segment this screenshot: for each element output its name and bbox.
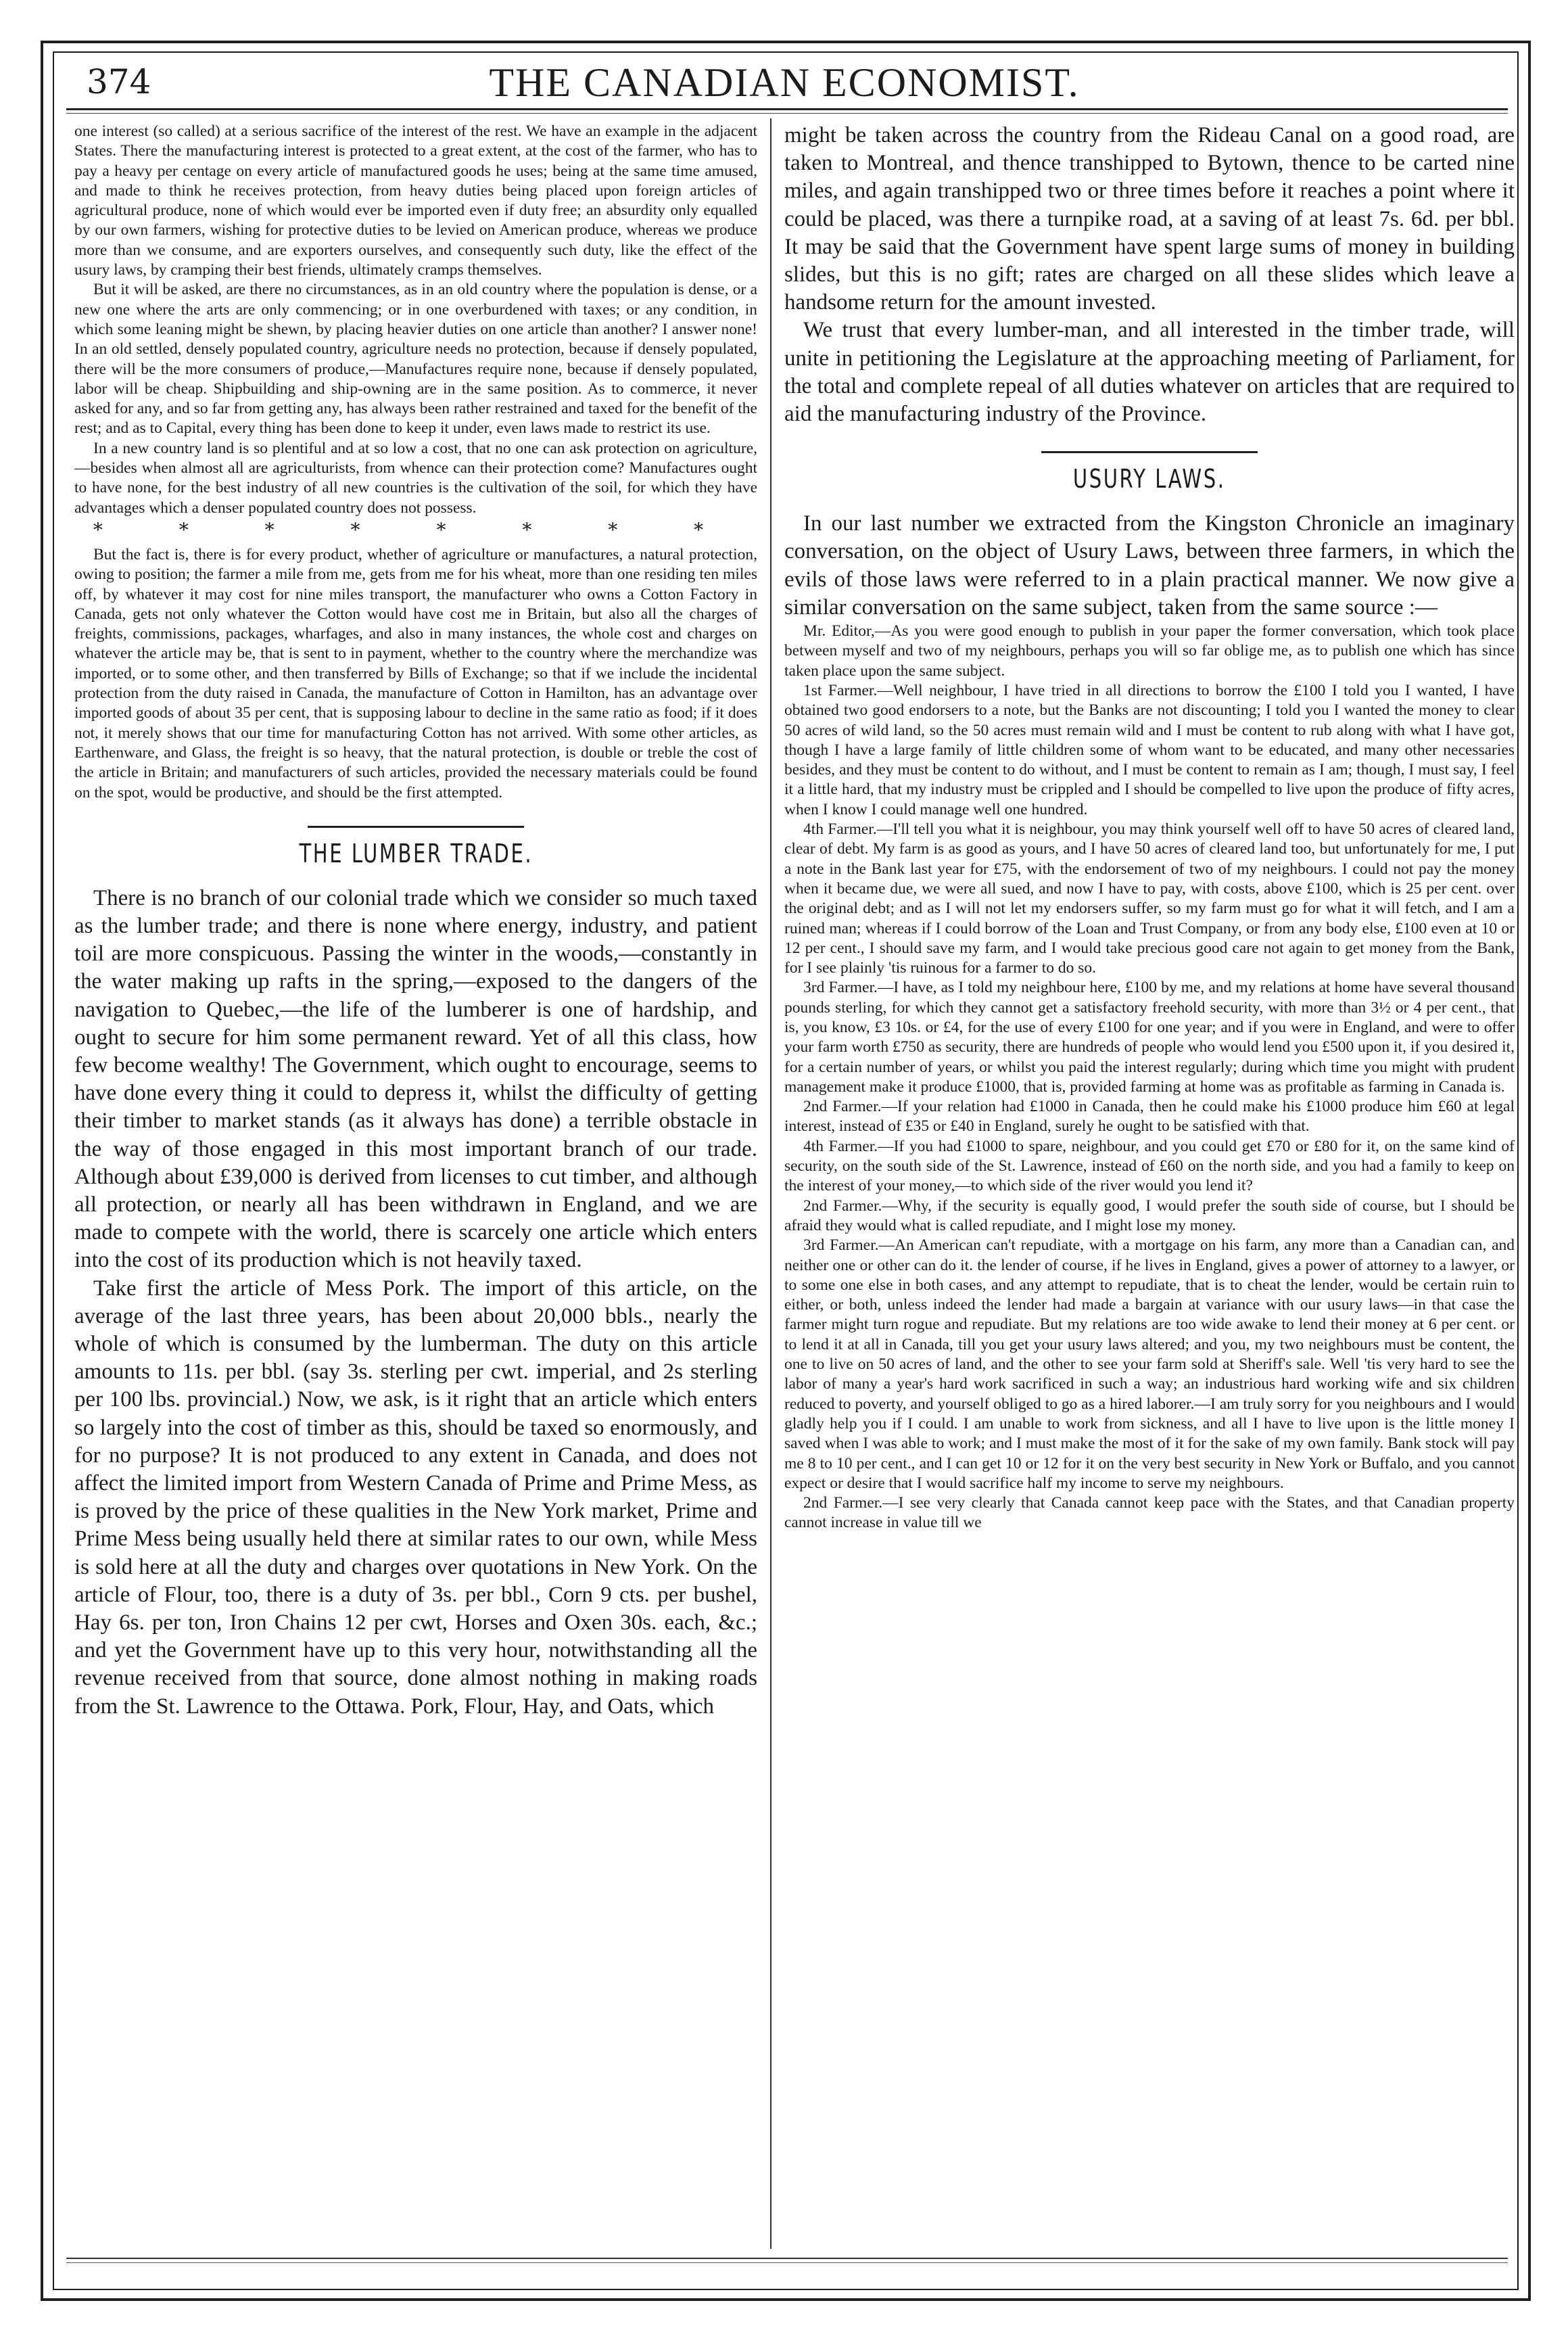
paragraph: In a new country land is so plentiful and at so low a cost, that no one can ask protection on agriculture,—besides when almost all are agriculturists, from whence can their protection come? Manufactures ought to have none, for the best industry of all new countries is the cultivation of the soil, for which they have advantages which a denser populated country does not possess.	[74, 439, 757, 517]
paragraph: There is no branch of our colonial trade which we consider so much taxed as the lumber trade; and there is none where energy, industry, and patient toil are more conspicuous. Passing the winter in the woods,—constantly in the water making up rafts in the spring,—exposed to the dangers of the navigation to Quebec,—the life of the lumberer is one of hardship, and ought to secure for him some permanent reward. Yet of all this class, how few become wealthy! The Government, which ought to encourage, seems to have done every thing it could to depress it, whilst the difficulty of getting their timber to market stands (as it always has done) a terrible obstacle in the way of those engaged in this most important branch of our trade. Although about £39,000 is derived from licenses to cut timber, and although all protection, or nearly all has been withdrawn in England, and we are made to compete with the world, there is scarcely one article which enters into the cost of its production which is not heavily taxed.	[74, 885, 757, 1273]
footer-rule-thin	[66, 2262, 1508, 2263]
paragraph: 4th Farmer.—If you had £1000 to spare, neighbour, and you could get £70 or £80 for it, on the same kind of security, on the south side of the St. Lawrence, instead of £60 on the north side, and you had a family to keep on the interest of your money,—to which side of the river would you lend it?	[784, 1137, 1515, 1195]
paragraph: 3rd Farmer.—An American can't repudiate, with a mortgage on his farm, any more than a Canadian can, and neither one or other can do it. the lender of course, if he lives in England, gives a power of attorney to a lawyer, or to some one else in both cases, and any attempt to repudiate, that is to cheat the lender, would be certain ruin to either, or both, unless indeed the lender had made a bargain at variance with our usury laws—in that case the farmer might turn rogue and repudiate. But my relations are too wide awake to lend their money at 6 per cent. or to lend it at all in Canada, till you get your usury laws altered; and you, my two neighbours must be content, the one to live on 50 acres of land, and the other to see your farm sold at Sheriff's sale. Well 'tis very hard to see the labor of many a year's hard work sacrificed in such a way; an industrious hard working wife and six children reduced to poverty, and yourself obliged to go as a hired laborer.—I am truly sorry for you neighbours and I would gladly help you if I could. I am unable to work from sickness, and all I have to live upon is the little money I saved when I was able to work; and I must make the most of it for the sake of my own family. Bank stock will pay me 8 to 10 per cent., and I can get 10 or 12 for it on the very best security in New York or Buffalo, and you cannot expect or desire that I would sacrifice half my income to serve my neighbours.	[784, 1236, 1515, 1492]
paragraph: 2nd Farmer.—I see very clearly that Canada cannot keep pace with the States, and that Canadian property cannot increase in value till we	[784, 1494, 1515, 1532]
paragraph: might be taken across the country from the Rideau Canal on a good road, are taken to Montreal, and thence transhipped to Bytown, thence to be carted nine miles, and again transhipped two or three times before it reaches a point where it could be placed, was there a turnpike road, at a saving of at least 7s. 6d. per bbl. It may be said that the Government have spent large sums of money in building slides, but this is no gift; rates are charged on all these slides which leave a handsome return for the amount invested.	[784, 123, 1515, 315]
heading-text: USURY LAWS.	[1073, 464, 1226, 494]
page-number: 374	[87, 62, 151, 101]
left-column	[74, 122, 757, 2259]
section-stars: * * * * * * * *	[93, 518, 739, 541]
lumber-trade-heading	[74, 826, 757, 868]
heading-rule	[308, 826, 524, 828]
paragraph: 1st Farmer.—Well neighbour, I have tried in all directions to borrow the £100 I told you I wanted, I have obtained two good endorsers to a note, but the Banks are not discounting; I told you I wanted the money to clear 50 acres of wild land, so the 50 acres must remain wild and I must be content to rub along with what I have got, though I have a large family of little children some of whom want to be educated, and many other necessaries besides, and they must be content to do without, and I must be content to remain as I am; though, I must say, I feel it a little hard, that my industry must be crippled and I should be compelled to live upon the produce of fifty acres, when I know I could manage well one hundred.	[784, 681, 1515, 818]
paragraph: one interest (so called) at a serious sacrifice of the interest of the rest. We have an example in the adjacent States. There the manufacturing interest is protected to a great extent, at the cost of the farmer, who has to pay a heavy per centage on every article of manufactured goods he uses; being at the same time amused, and made to think he receives protection, from heavy duties being placed upon foreign articles of agricultural produce, none of which would ever be imported even if duty free; an absurdity only equalled by our own farmers, wishing for protective duties to be levied on American produce, whereas we produce more than we consume, and are exporters ourselves, and consequently such duty, like the effect of the usury laws, by cramping their best friends, ultimately cramps themselves.	[74, 122, 757, 279]
header-rule	[66, 108, 1508, 110]
paragraph: In our last number we extracted from the Kingston Chronicle an imaginary conversation, on the object of Usury Laws, between three farmers, in which the evils of those laws were referred to in a plain practical manner. We now give a similar conversation on the same subject, taken from the same source :—	[784, 511, 1515, 620]
journal-title: THE CANADIAN ECONOMIST.	[489, 60, 1080, 105]
paragraph: 2nd Farmer.—Why, if the security is equally good, I would prefer the south side of course, but I should be afraid they would what is called repudiate, and I might lose my money.	[784, 1196, 1515, 1234]
right-column	[784, 122, 1515, 2259]
heading-rule	[1041, 451, 1258, 453]
paragraph: But the fact is, there is for every product, whether of agriculture or manufactures, a natural protection, owing to position; the farmer a mile from me, gets from me for his wheat, more than one residing ten miles off, by whatever it may cost for nine miles transport, the manufacturer who owns a Cotton Factory in Canada, gets not only whatever the Cotton would have cost me in Britain, but also all the charges of freights, commissions, packages, wharfages, and also in many instances, the whole cost and charges on whatever the article may be, that is sent to in payment, whether to the country where the merchandize was imported, or to some other, and then transferred by Bills of Exchange; so that if we include the incidental protection from the duty raised in Canada, the manufacture of Cotton in Hamilton, has an advantage over imported goods of about 35 per cent, that is supposing labour to decline in the same ratio as food; if it does not, it merely shows that our time for manufacturing Cotton has not arrived. With some other articles, as Earthenware, and Glass, the freight is so heavy, that the natural protection, is double or treble the cost of the article in Britain; and manufacturers of such articles, provided the necessary materials could be found on the spot, would be productive, and should be the first attempted.	[74, 545, 757, 801]
paragraph: 2nd Farmer.—If your relation had £1000 in Canada, then he could make his £1000 produce him £60 at legal interest, instead of £35 or £40 in England, surely he ought to be satisfied with that.	[784, 1098, 1515, 1136]
heading-text: THE LUMBER TRADE.	[299, 838, 533, 868]
paragraph: We trust that every lumber-man, and all interested in the timber trade, will unite in petitioning the Legislature at the approaching meeting of Parliament, for the total and complete repeal of all duties whatever on articles that are required to aid the manufacturing industry of the Province.	[784, 318, 1515, 427]
column-divider	[770, 118, 771, 2249]
paragraph: 3rd Farmer.—I have, as I told my neighbour here, £100 by me, and my relations at home have several thousand pounds sterling, for which they cannot get a satisfactory freehold security, with more than 3½ or 4 per cent., that is, you know, £3 10s. or £4, for the use of every £100 for one year; and if you were in England, and were to offer your farm worth £750 as security, there are hundreds of people who would lend you £500 upon it, if you desired it, for a certain number of years, or whilst you paid the interest regularly; during which time you might with prudent management make it produce £1000, that is, provided farming at home was as profitable as farming in Canada is.	[784, 979, 1515, 1096]
paragraph: Mr. Editor,—As you were good enough to publish in your paper the former conversation, which took place between myself and two of my neighbours, perhaps you will so far oblige me, as to publish one which has since taken place upon the same subject.	[784, 622, 1515, 680]
header-rule-thin	[66, 113, 1508, 114]
usury-laws-heading	[784, 451, 1515, 494]
paragraph: But it will be asked, are there no circumstances, as in an old country where the population is dense, or a new one where the arts are only commencing; or in one overburdened with taxes; or any condition, in which some leaning might be shewn, by placing heavier duties on one article than another? I answer none! In an old settled, densely populated country, agriculture needs no protection, because if densely populated, there will be the more consumers of produce,—Manufactures require none, because if densely populated, labor will be cheap. Shipbuilding and ship-owning are in the same position. As to commerce, it never asked for any, and so far from getting any, has always been rather restrained and taxed for the benefit of the rest; and as to Capital, every thing has been done to keep it under, even laws made to restrict its use.	[74, 281, 757, 438]
paragraph: 4th Farmer.—I'll tell you what it is neighbour, you may think yourself well off to have 50 acres of cleared land, clear of debt. My farm is as good as yours, and I have 50 acres of cleared land too, but unfortunately for me, I put a note in the Bank last year for £75, with the endorsement of two of my neighbours. I could not pay the money when it became due, we were all sued, and now I have to pay, with costs, above £100, which is 25 per cent. over the original debt; and as I will not let my endorsers suffer, so my farm must go for what it will fetch, and I am a ruined man; whereas if I could borrow of the Loan and Trust Company, or from any body else, £100 even at 10 or 12 per cent., I should save my farm, and I would take precious good care not again to get money from the Bank, for I see plainly 'tis ruinous for a farmer to do so.	[784, 820, 1515, 977]
paragraph: Take first the article of Mess Pork. The import of this article, on the average of the last three years, has been about 20,000 bbls., nearly the whole of which is consumed by the lumberman. The duty on this article amounts to 11s. per bbl. (say 3s. sterling per cwt. imperial, and 2s sterling per 100 lbs. provincial.) Now, we ask, is it right that an article which enters so largely into the cost of timber as this, should be taxed so enormously, and for no purpose? It is not produced to any extent in Canada, and does not affect the limited import from Western Canada of Prime and Prime Mess, as is proved by the price of these qualities in the New York market, Prime and Prime Mess being usually held there at similar rates to our own, while Mess is sold here at all the duty and charges over quotations in New York. On the article of Flour, too, there is a duty of 3s. per bbl., Corn 9 cts. per bushel, Hay 6s. per ton, Iron Chains 12 per cwt, Horses and Oxen 30s. each, &c.; and yet the Government have up to this very hour, notwithstanding all the revenue received from that source, done almost nothing in making roads from the St. Lawrence to the Ottawa. Pork, Flour, Hay, and Oats, which	[74, 1276, 757, 1719]
page-header	[81, 60, 1488, 107]
footer-rule	[66, 2258, 1508, 2259]
